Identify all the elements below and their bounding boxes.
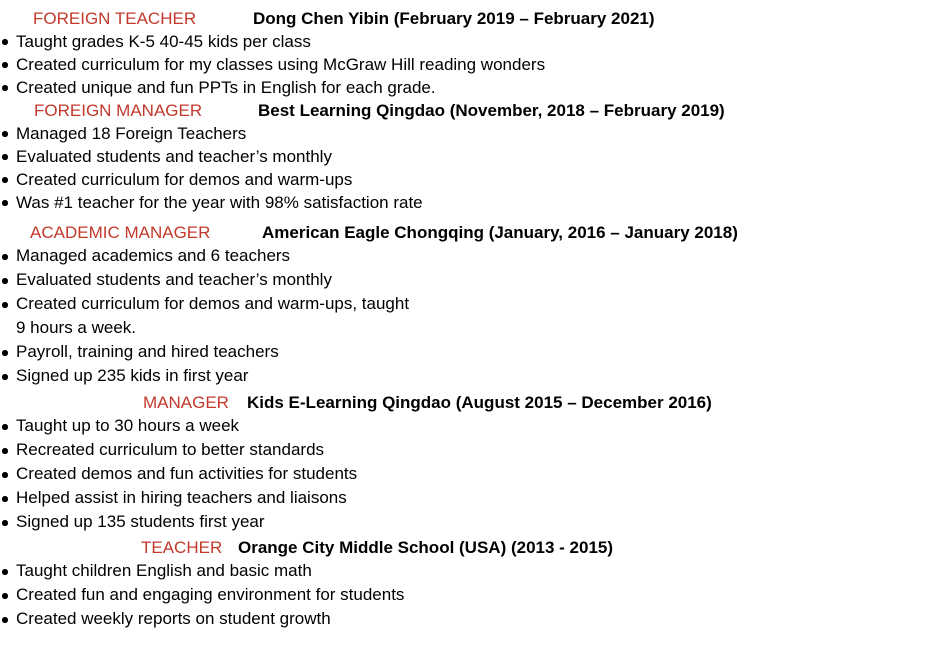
job-bullet-list xyxy=(0,244,939,388)
job-title-label: TEACHER xyxy=(141,538,223,557)
job-heading xyxy=(0,391,939,414)
bullet-item: Managed academics and 6 teachers xyxy=(0,244,939,268)
job-title-label: FOREIGN MANAGER xyxy=(34,101,203,120)
job-company-heading: Dong Chen Yibin (February 2019 – February 2021) xyxy=(253,9,655,28)
bullet-item: Payroll, training and hired teachers xyxy=(0,340,939,364)
bullet-item: Taught up to 30 hours a week xyxy=(0,414,939,438)
job-entry-foreign-teacher xyxy=(0,7,939,99)
job-bullet-list xyxy=(0,559,939,631)
bullet-item: Created curriculum for demos and warm-ups, taught 9 hours a week. xyxy=(0,292,416,340)
bullet-item: Signed up 135 students first year xyxy=(0,510,939,534)
job-heading xyxy=(0,7,939,30)
bullet-item: Evaluated students and teacher’s monthly xyxy=(0,145,939,168)
bullet-item: Signed up 235 kids in first year xyxy=(0,364,939,388)
job-entry-manager xyxy=(0,391,939,534)
bullet-item: Taught children English and basic math xyxy=(0,559,939,583)
bullet-item: Managed 18 Foreign Teachers xyxy=(0,122,939,145)
bullet-item: Evaluated students and teacher’s monthly xyxy=(0,268,939,292)
bullet-item: Helped assist in hiring teachers and liaisons xyxy=(0,486,939,510)
job-entry-academic-manager xyxy=(0,221,939,388)
job-entry-teacher xyxy=(0,536,939,631)
job-heading xyxy=(0,536,939,559)
bullet-item: Taught grades K-5 40-45 kids per class xyxy=(0,30,939,53)
job-title-label: ACADEMIC MANAGER xyxy=(30,223,211,242)
bullet-item: Created curriculum for demos and warm-ups xyxy=(0,168,939,191)
bullet-item: Created demos and fun activities for students xyxy=(0,462,939,486)
job-company-heading: Best Learning Qingdao (November, 2018 – February 2019) xyxy=(258,101,725,120)
bullet-item: Was #1 teacher for the year with 98% satisfaction rate xyxy=(0,191,939,214)
job-title-label: FOREIGN TEACHER xyxy=(33,9,197,28)
bullet-item: Recreated curriculum to better standards xyxy=(0,438,939,462)
bullet-item: Created weekly reports on student growth xyxy=(0,607,939,631)
job-bullet-list xyxy=(0,122,939,214)
job-company-heading: Kids E-Learning Qingdao (August 2015 – December 2016) xyxy=(247,393,712,412)
bullet-item: Created fun and engaging environment for students xyxy=(0,583,939,607)
bullet-item: Created unique and fun PPTs in English for each grade. xyxy=(0,76,939,99)
job-entry-foreign-manager xyxy=(0,99,939,214)
job-bullet-list xyxy=(0,414,939,534)
job-company-heading: American Eagle Chongqing (January, 2016 – January 2018) xyxy=(262,223,738,242)
job-company-heading: Orange City Middle School (USA) (2013 - 2015) xyxy=(238,538,614,557)
bullet-item: Created curriculum for my classes using McGraw Hill reading wonders xyxy=(0,53,939,76)
job-title-label: MANAGER xyxy=(143,393,229,412)
job-bullet-list xyxy=(0,30,939,99)
job-heading xyxy=(0,99,939,122)
job-heading xyxy=(0,221,939,244)
